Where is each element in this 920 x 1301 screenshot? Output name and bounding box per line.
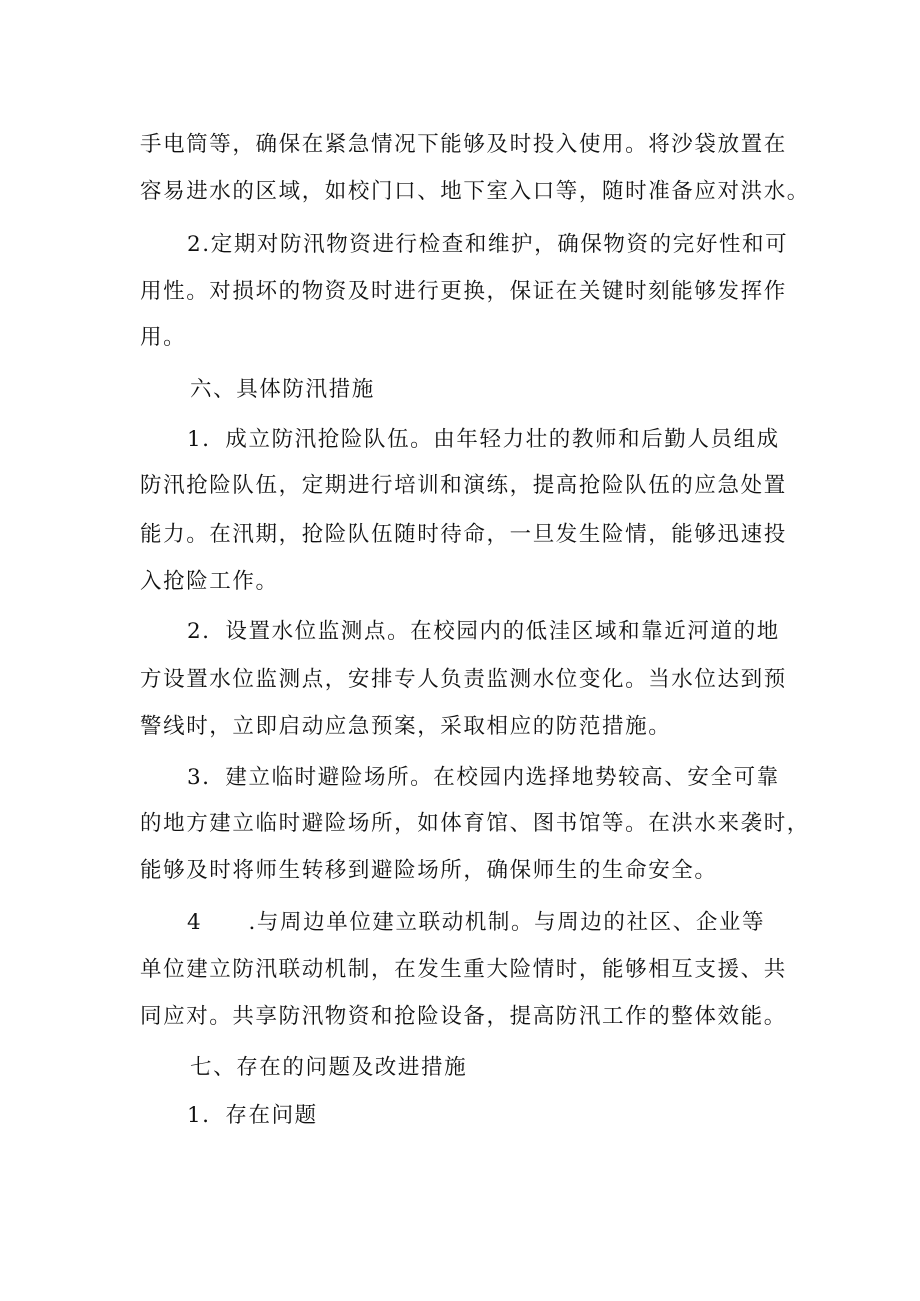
paragraph-line: 能够及时将师生转移到避险场所，确保师生的生命安全。 bbox=[140, 858, 718, 883]
paragraph-line: 2．设置水位监测点。在校园内的低洼区域和靠近河道的地 bbox=[187, 619, 780, 644]
paragraph-line: 1．成立防汛抢险队伍。由年轻力壮的教师和后勤人员组成 bbox=[187, 427, 780, 452]
paragraph-line: 同应对。共享防汛物资和抢险设备，提高防汛工作的整体效能。 bbox=[140, 1004, 787, 1029]
paragraph-line: 用性。对损坏的物资及时进行更换，保证在关键时刻能够发挥作 bbox=[140, 279, 787, 304]
paragraph-line: 2.定期对防汛物资进行检查和维护，确保物资的完好性和可 bbox=[187, 232, 789, 257]
paragraph-line: 用。 bbox=[140, 325, 187, 350]
paragraph-line: 4 .与周边单位建立联动机制。与周边的社区、企业等 bbox=[187, 910, 766, 935]
paragraph-line: 警线时，立即启动应急预案，采取相应的防范措施。 bbox=[140, 714, 672, 739]
section-heading: 七、存在的问题及改进措施 bbox=[190, 1055, 468, 1080]
paragraph-line: 3．建立临时避险场所。在校园内选择地势较高、安全可靠 bbox=[187, 765, 780, 790]
paragraph-line: 容易进水的区域，如校门口、地下室入口等，随时准备应对洪水。 bbox=[140, 179, 810, 204]
paragraph-line: 入抢险工作。 bbox=[140, 569, 279, 594]
paragraph-line: 能力。在汛期，抢险队伍随时待命，一旦发生险情，能够迅速投 bbox=[140, 522, 787, 547]
subsection-heading: 1．存在问题 bbox=[187, 1103, 318, 1128]
paragraph-line: 单位建立防汛联动机制，在发生重大险情时，能够相互支援、共 bbox=[140, 957, 787, 982]
paragraph-line: 手电筒等，确保在紧急情况下能够及时投入使用。将沙袋放置在 bbox=[140, 132, 787, 157]
paragraph-line: 方设置水位监测点，安排专人负责监测水位变化。当水位达到预 bbox=[140, 667, 787, 692]
section-heading: 六、具体防汛措施 bbox=[190, 377, 375, 402]
paragraph-line: 防汛抢险队伍，定期进行培训和演练，提高抢险队伍的应急处置 bbox=[140, 473, 787, 498]
paragraph-line: 的地方建立临时避险场所，如体育馆、图书馆等。在洪水来袭时， bbox=[140, 811, 810, 836]
